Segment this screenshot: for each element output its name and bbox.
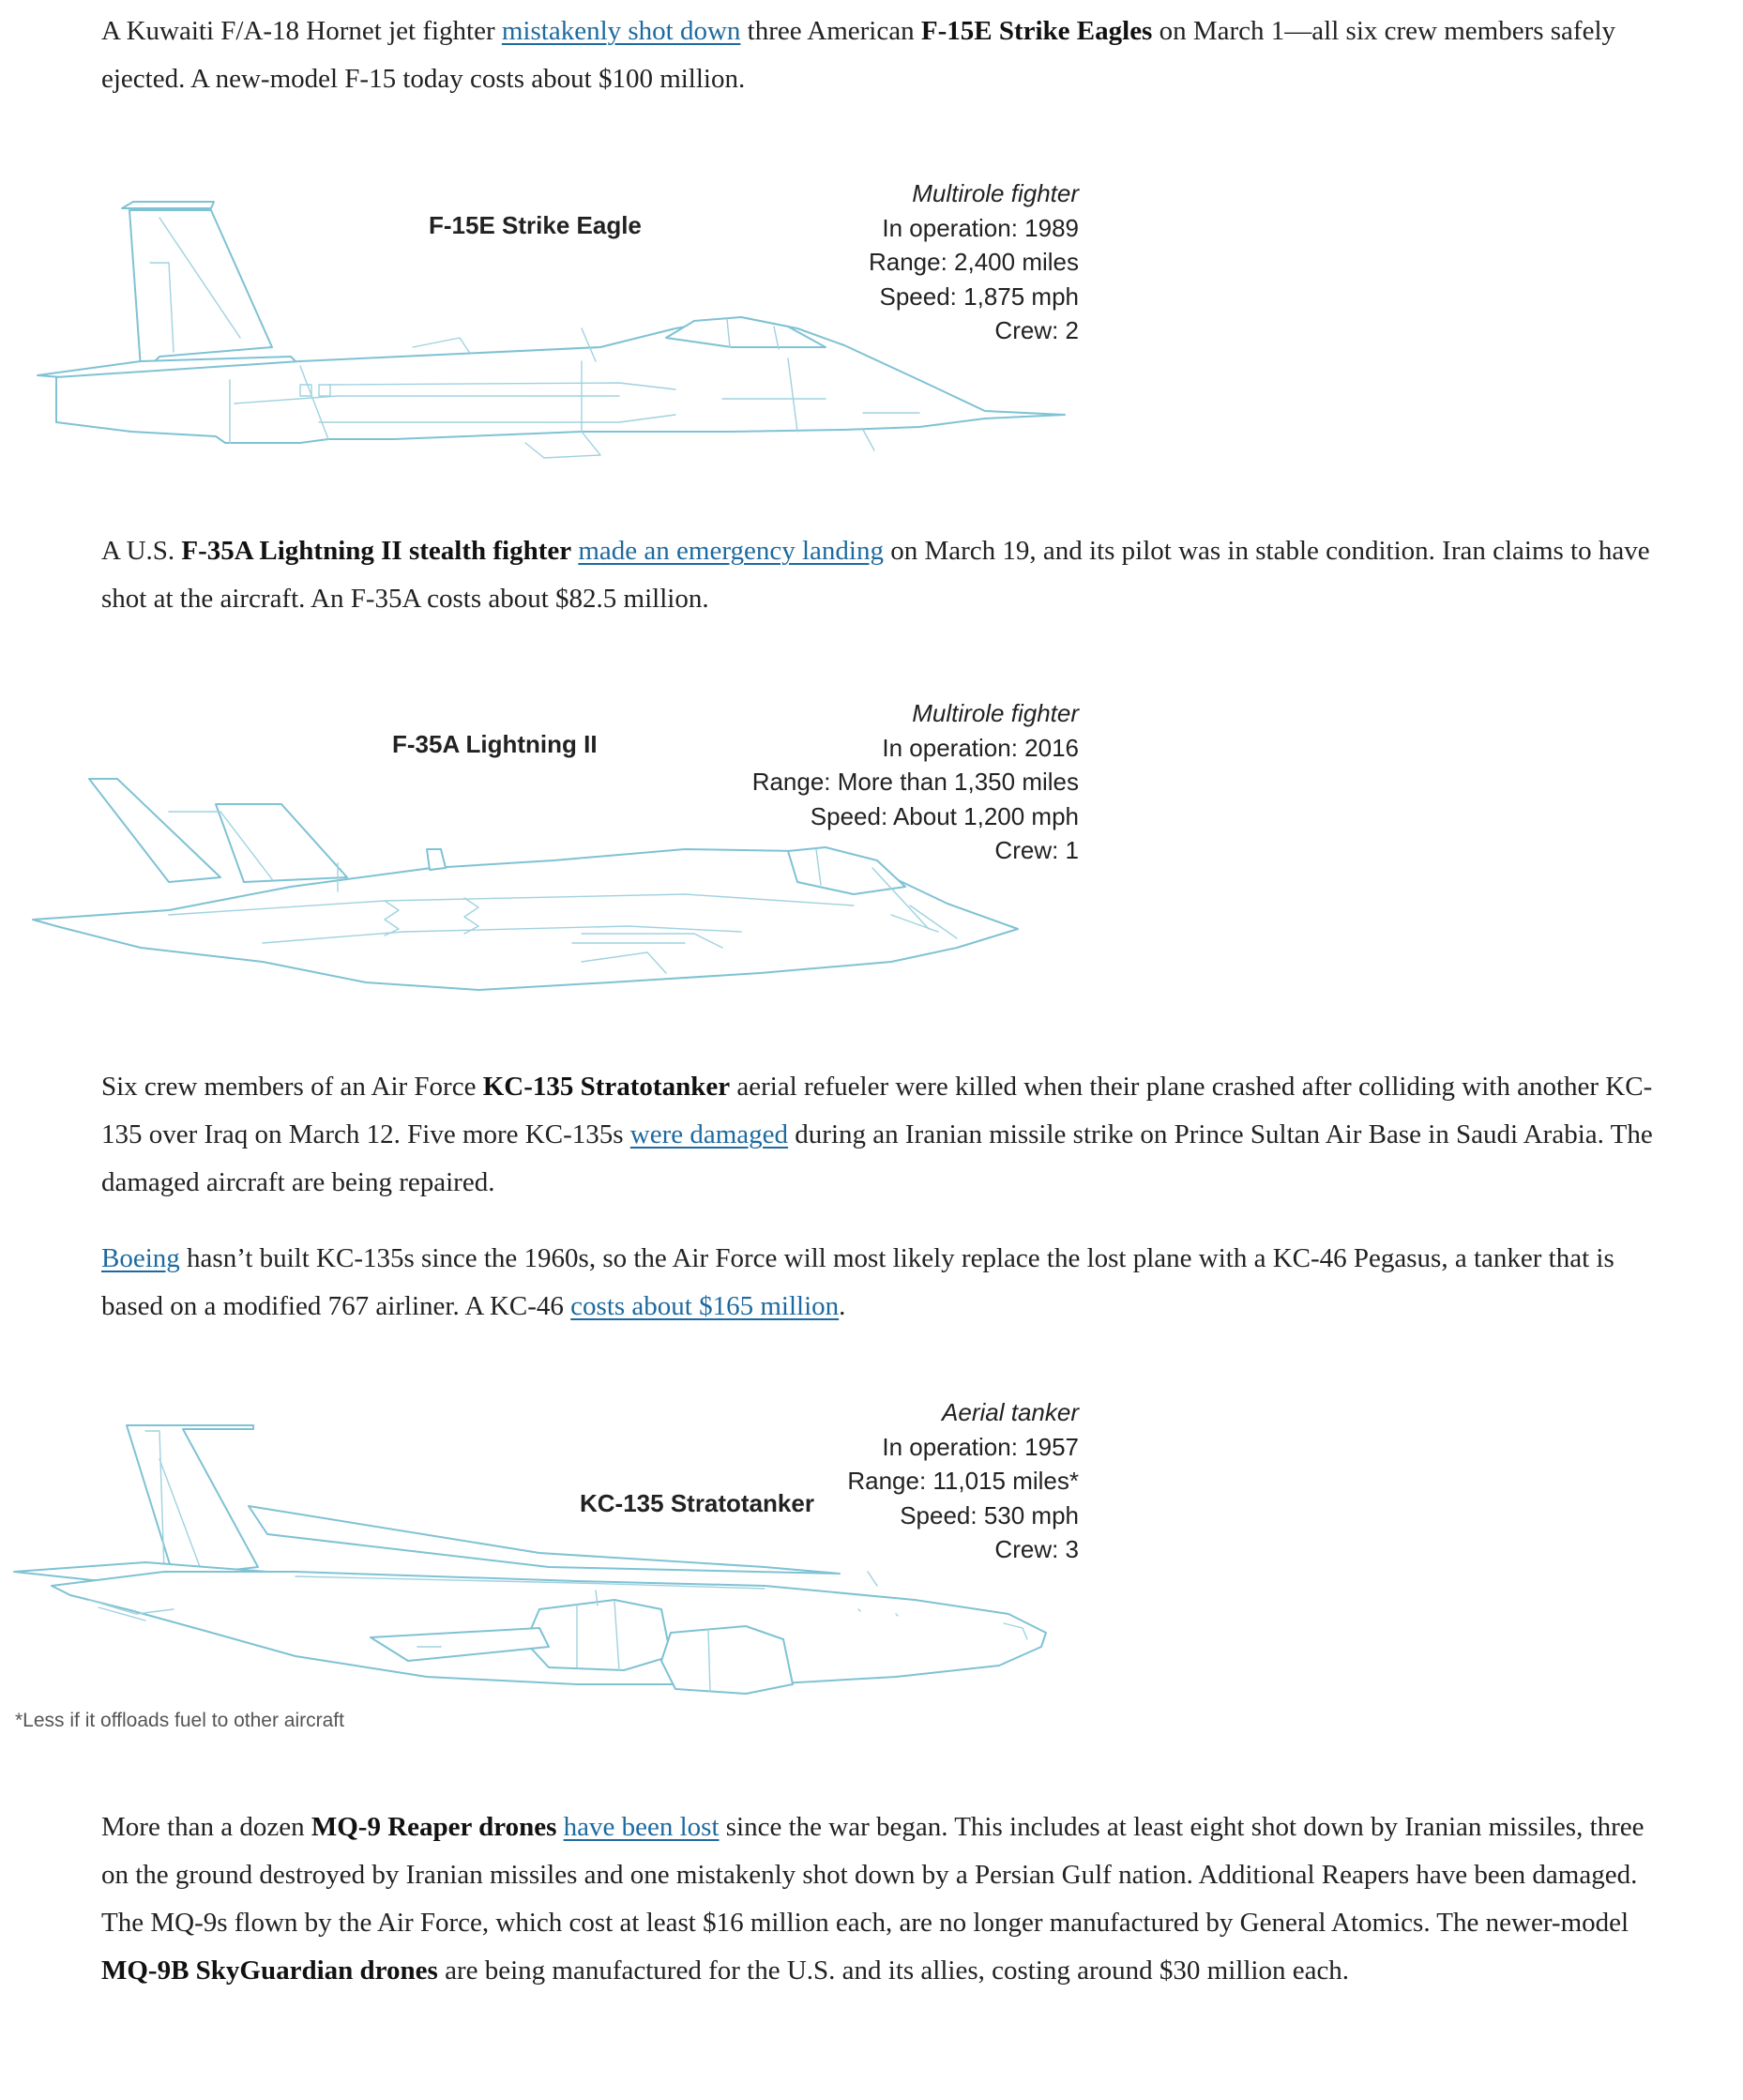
f15-intro-text-3: on March 1—all six crew members safely ejected. A new-model F-15 today costs about $100 million.: [101, 16, 1616, 94]
kc135-intro-paragraph: [101, 1063, 1659, 1207]
mq9-text-2: [556, 1812, 563, 1842]
kc135-footnote: *Less if it offloads fuel to other aircraft: [15, 1710, 344, 1731]
f35a-specs: [752, 696, 1079, 868]
kc135-range: Range: 11,015 miles*: [847, 1467, 1079, 1495]
mq9-text-4: are being manufactured for the U.S. and its allies, costing around $30 million each.: [437, 1955, 1350, 1986]
kc135-replacement-paragraph: [101, 1235, 1659, 1331]
kc135-intro-text-1: Six crew members of an Air Force: [101, 1072, 483, 1102]
f15-intro-text-1: A Kuwaiti F/A-18 Hornet jet fighter: [101, 16, 502, 46]
kc135-intro-bold: KC-135 Stratotanker: [482, 1072, 731, 1102]
boeing-link[interactable]: Boeing: [101, 1243, 180, 1273]
f15e-speed: Speed: 1,875 mph: [879, 282, 1079, 311]
f15-intro-bold: F-15E Strike Eagles: [920, 16, 1153, 46]
kc135-in-operation: In operation: 1957: [882, 1432, 1079, 1461]
mq9-bold-reaper: MQ-9 Reaper drones: [311, 1812, 557, 1842]
f35-intro-paragraph: [101, 527, 1659, 623]
kc135-speed: Speed: 530 mph: [900, 1500, 1079, 1529]
mq9-bold-skyguardian: MQ-9B SkyGuardian drones: [101, 1955, 438, 1986]
f35-intro-text-1: A U.S.: [101, 536, 182, 566]
costs-about-165-million-link[interactable]: costs about $165 million: [570, 1291, 840, 1321]
f15-intro-paragraph: [101, 8, 1659, 103]
kc135-crew: Crew: 3: [994, 1535, 1079, 1563]
f35a-range: Range: More than 1,350 miles: [751, 768, 1079, 796]
f35-intro-text-3: on March 19, and its pilot was in stable condition. Iran claims to have shot at the aircraft. An F-35A costs about $82.5 million.: [101, 536, 1650, 614]
have-been-lost-link[interactable]: have been lost: [563, 1812, 720, 1842]
kc135-role: Aerial tanker: [942, 1398, 1079, 1426]
kc135-replacement-text-2: .: [839, 1291, 846, 1321]
f35a-in-operation: In operation: 2016: [882, 733, 1079, 762]
f15e-range: Range: 2,400 miles: [868, 248, 1079, 276]
f35-intro-bold: F-35A Lightning II stealth fighter: [181, 536, 572, 566]
f15-intro-text-2: three American: [740, 16, 921, 46]
mistakenly-shot-down-link[interactable]: mistakenly shot down: [501, 16, 741, 46]
f15e-label: F-15E Strike Eagle: [429, 211, 642, 239]
f15e-crew: Crew: 2: [994, 316, 1079, 344]
f35a-label: F-35A Lightning II: [392, 730, 598, 758]
emergency-landing-link[interactable]: made an emergency landing: [578, 536, 884, 566]
kc135-label: KC-135 Stratotanker: [580, 1489, 814, 1517]
f35a-speed: Speed: About 1,200 mph: [810, 801, 1079, 830]
f15e-role: Multirole fighter: [912, 179, 1079, 207]
were-damaged-link[interactable]: were damaged: [629, 1119, 789, 1149]
f15e-specs: [869, 176, 1079, 348]
kc135-replacement-text-1: hasn’t built KC-135s since the 1960s, so the Air Force will most likely replace the lost plane with a KC-46 Pegasus, a tanker that is based on a modified 767 airliner. A KC-46: [101, 1243, 1614, 1321]
kc135-intro-text-3: during an Iranian missile strike on Prince Sultan Air Base in Saudi Arabia. The damaged aircraft are being repaired.: [101, 1119, 1653, 1197]
kc135-specs: [847, 1395, 1079, 1567]
kc135-intro-text-2: aerial refueler were killed when their plane crashed after colliding with another KC-135 over Iraq on March 12. Five more KC-135s: [101, 1072, 1653, 1149]
f35a-role: Multirole fighter: [912, 699, 1079, 727]
mq9-paragraph: [101, 1803, 1659, 1995]
f15e-in-operation: In operation: 1989: [882, 213, 1079, 242]
mq9-text-1: More than a dozen: [101, 1812, 311, 1842]
mq9-text-3: since the war began. This includes at least eight shot down by Iranian missiles, three on the ground destroyed by Iranian missiles and one mistakenly shot down by a Persian Gulf nation. Additional Reapers have been damaged. The MQ-9s flown by the Air Force, which cost at least $16 million each, are no longer manufactured by General Atomics. The newer-model: [101, 1812, 1644, 1938]
f35a-crew: Crew: 1: [994, 836, 1079, 864]
